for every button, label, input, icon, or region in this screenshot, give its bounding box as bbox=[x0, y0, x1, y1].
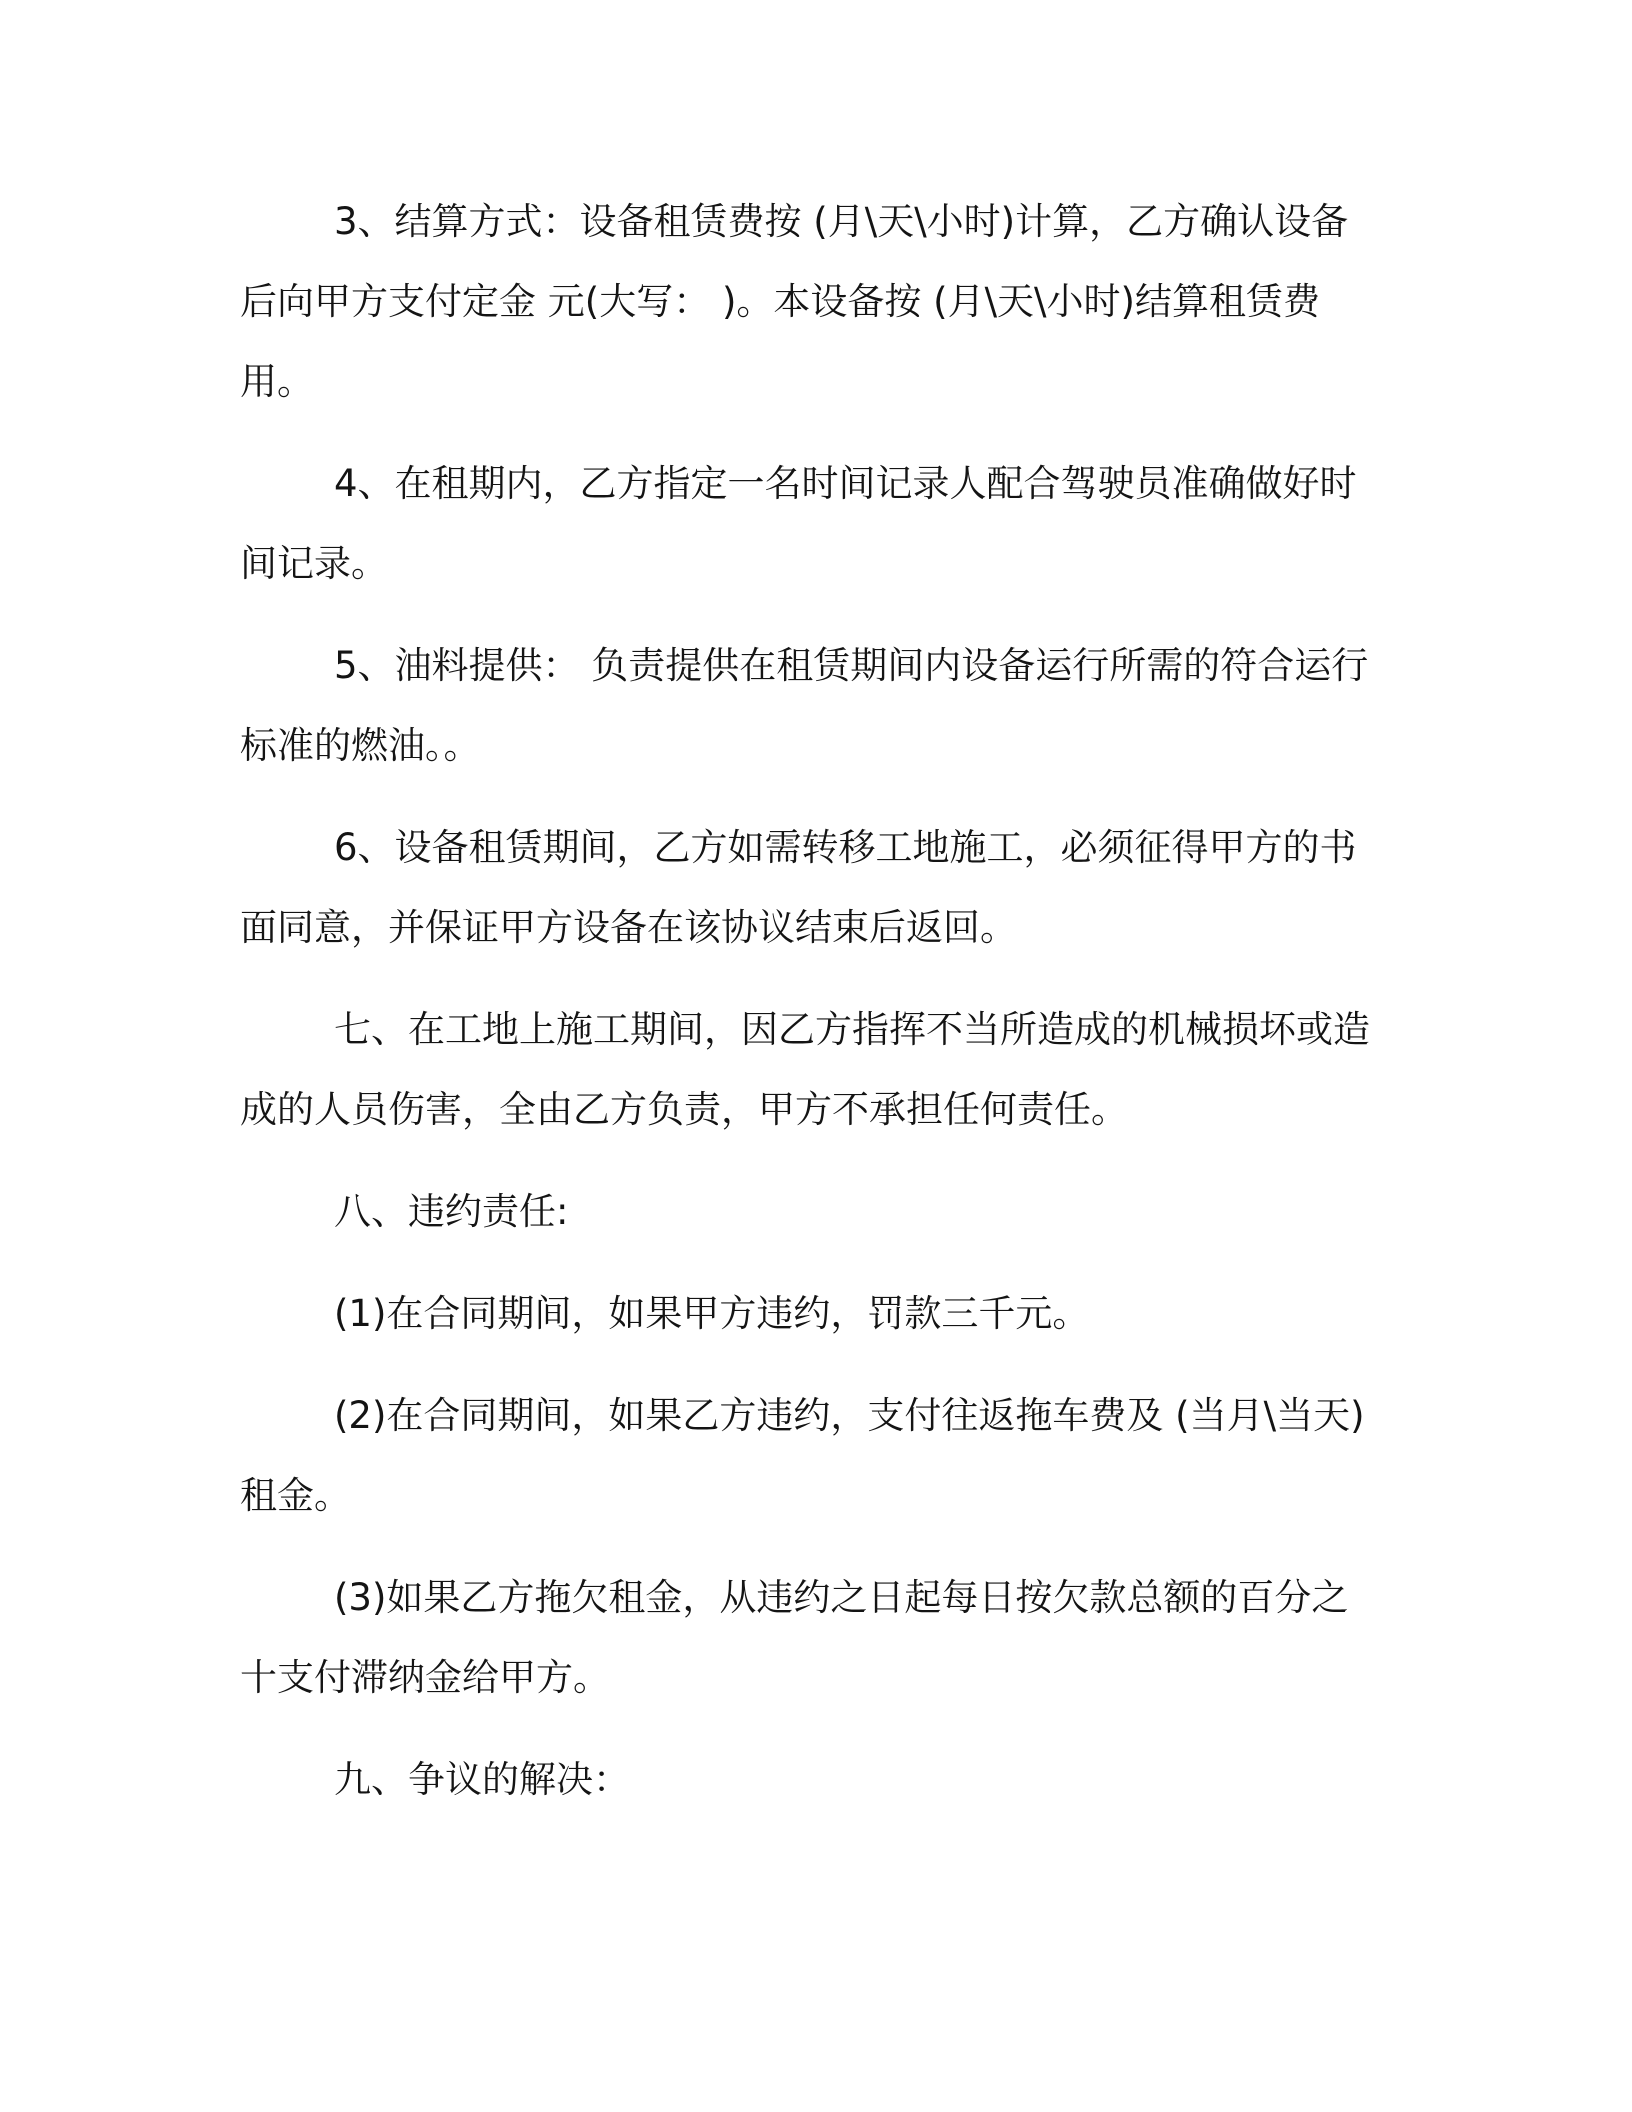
document-body bbox=[240, 182, 1380, 1842]
clause-8-heading: 八、违约责任: bbox=[334, 1190, 569, 1233]
clause-8-item-3: (3)如果乙方拖欠租金，从违约之日起每日按欠款总额的百分之十支付滞纳金给甲方。 bbox=[240, 1576, 1349, 1699]
clause-6-site-transfer: 6、设备租赁期间，乙方如需转移工地施工，必须征得甲方的书面同意，并保证甲方设备在该协议结束后返回。 bbox=[240, 826, 1357, 949]
clause-4-time-record: 4、在租期内，乙方指定一名时间记录人配合驾驶员准确做好时间记录。 bbox=[240, 462, 1357, 585]
clause-3-settlement: 3、结算方式：设备租赁费按 (月\天\小时)计算，乙方确认设备后向甲方支付定金 元(大写： )。本设备按 (月\天\小时)结算租赁费用。 bbox=[240, 200, 1349, 403]
clause-9-heading: 九、争议的解决： bbox=[334, 1758, 630, 1801]
clause-7-liability: 七、在工地上施工期间，因乙方指挥不当所造成的机械损坏或造成的人员伤害，全由乙方负责，甲方不承担任何责任。 bbox=[240, 1008, 1370, 1131]
clause-5-fuel: 5、油料提供： 负责提供在租赁期间内设备运行所需的符合运行标准的燃油。。 bbox=[240, 644, 1369, 767]
clause-8-item-2: (2)在合同期间，如果乙方违约，支付往返拖车费及 (当月\当天)租金。 bbox=[240, 1394, 1365, 1517]
clause-8-item-1: (1)在合同期间，如果甲方违约，罚款三千元。 bbox=[334, 1292, 1090, 1335]
